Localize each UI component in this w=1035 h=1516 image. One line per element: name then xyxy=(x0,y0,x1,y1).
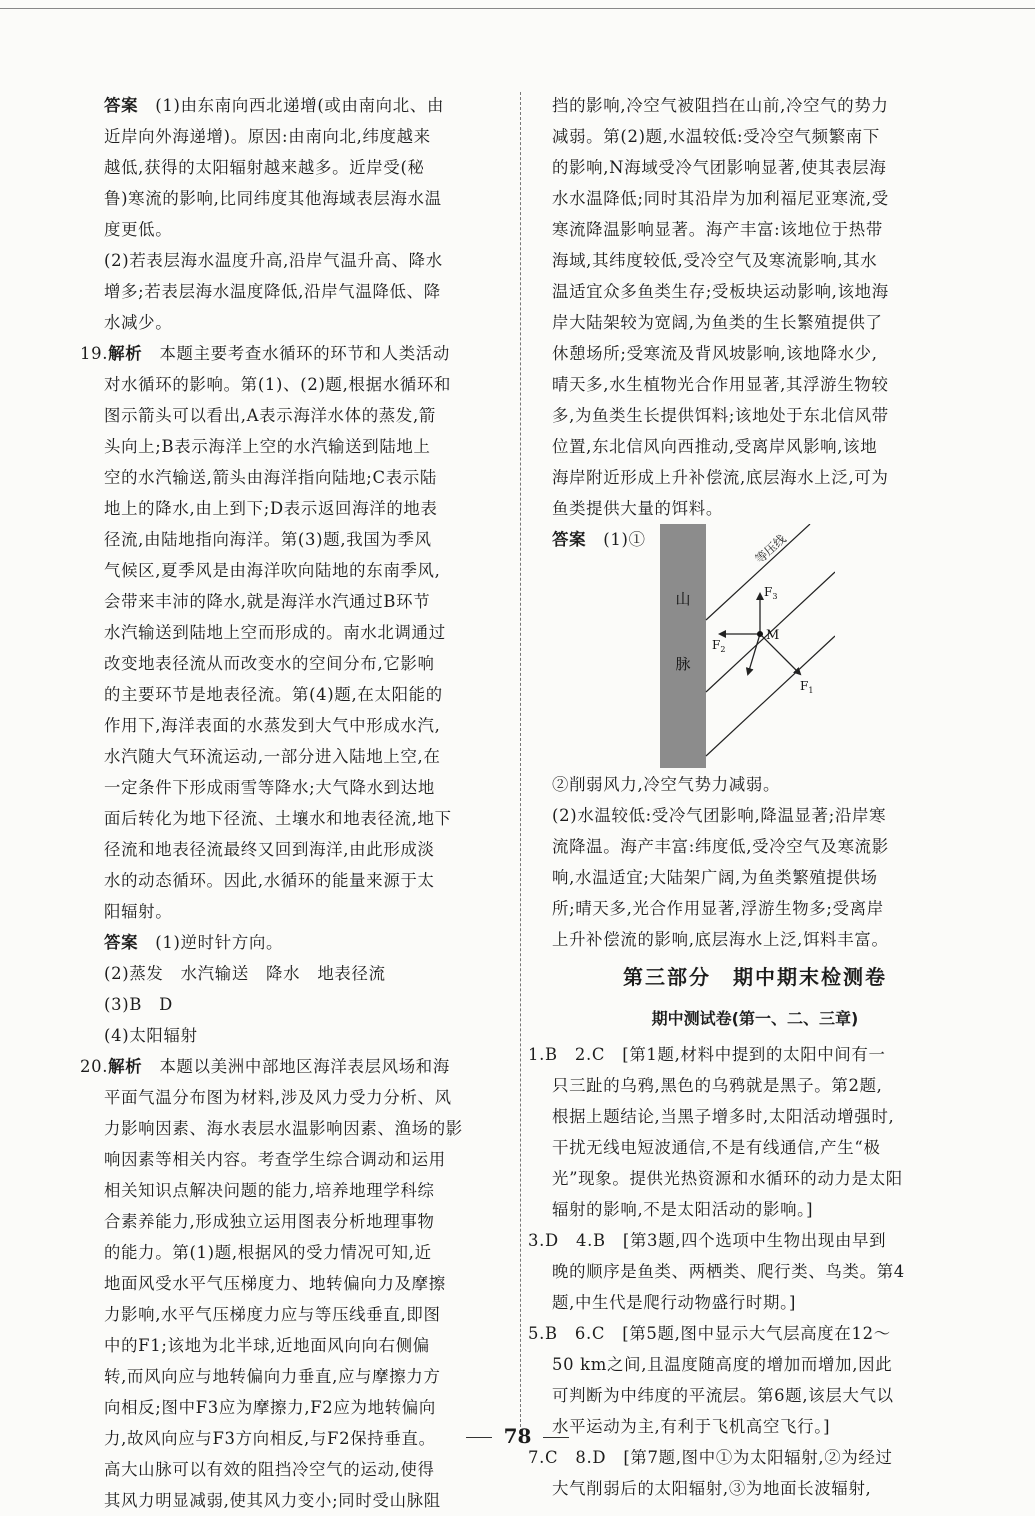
line-text: 近岸向外海递增)。原因:由南向北,纬度越来 xyxy=(104,127,431,146)
text-line xyxy=(552,431,958,462)
line-text: 5.B 6.C [第5题,图中显示大气层高度在12～ xyxy=(528,1324,891,1343)
left-column xyxy=(80,90,508,1516)
point-m xyxy=(757,631,763,637)
line-text: (4)太阳辐射 xyxy=(104,1026,198,1045)
f1-label: $F_1$ xyxy=(800,679,814,695)
text-line xyxy=(552,307,958,338)
text-line xyxy=(104,1454,508,1485)
answer-label: 答案 xyxy=(552,530,587,549)
text-line xyxy=(104,617,508,648)
section-label: 答案 xyxy=(104,96,139,115)
line-text: 所;晴天多,光合作用显著,浮游生物多;受离岸 xyxy=(552,899,884,918)
text-line xyxy=(528,1225,958,1256)
line-text: 的影响,N海域受冷气团影响显著,使其表层海 xyxy=(552,158,887,177)
text-line xyxy=(552,924,958,955)
text-line xyxy=(104,586,508,617)
text-line xyxy=(552,462,958,493)
line-text: 其风力明显减弱,使其风力变小;同时受山脉阻 xyxy=(104,1491,441,1510)
line-text: 50 km之间,且温度随高度的增加而增加,因此 xyxy=(552,1355,893,1374)
text-line xyxy=(552,1194,958,1225)
line-text: 气候区,夏季风是由海洋吹向陆地的东南季风, xyxy=(104,561,441,580)
text-line xyxy=(552,1256,958,1287)
line-text: (1)逆时针方向。 xyxy=(138,933,284,952)
text-line xyxy=(104,1206,508,1237)
line-text: 力,故风向应与F3方向相反,与F2保持垂直。 xyxy=(104,1429,436,1448)
line-text: 光”现象。提供光热资源和水循环的动力是太阳 xyxy=(552,1169,903,1188)
text-line xyxy=(552,493,958,524)
line-text: 辐射的影响,不是太阳活动的影响。] xyxy=(552,1200,814,1219)
line-text: 寒流降温影响显著。海产丰富:该地位于热带 xyxy=(552,220,883,239)
text-line xyxy=(104,214,508,245)
figure-answer-line xyxy=(552,524,646,555)
line-text: 力影响因素、海水表层水温影响因素、渔场的影 xyxy=(104,1119,463,1138)
text-line xyxy=(104,1392,508,1423)
text-line xyxy=(104,679,508,710)
line-text: 水汽随大气环流运动,一部分进入陆地上空,在 xyxy=(104,747,441,766)
figure-row xyxy=(552,524,958,769)
line-text: 会带来丰沛的降水,就是海洋水汽通过B环节 xyxy=(104,592,431,611)
text-line xyxy=(104,276,508,307)
text-line xyxy=(552,400,958,431)
page-number-footer xyxy=(0,1424,1035,1448)
line-text: 合素养能力,形成独立运用图表分析地理事物 xyxy=(104,1212,435,1231)
line-text: 海域,其纬度较低,受冷空气及寒流影响,其水 xyxy=(552,251,878,270)
line-text: 平面气温分布图为材料,涉及风力受力分析、风 xyxy=(104,1088,452,1107)
text-line xyxy=(104,648,508,679)
text-line xyxy=(104,710,508,741)
line-text: 大气削弱后的太阳辐射,③为地面长波辐射, xyxy=(552,1479,872,1498)
right-column xyxy=(528,90,958,1504)
line-text: 位置,东北信风向西推动,受离岸风影响,该地 xyxy=(552,437,878,456)
text-line xyxy=(552,214,958,245)
line-text: 的能力。第(1)题,根据风的受力情况可知,近 xyxy=(104,1243,432,1262)
line-text: 的主要环节是地表径流。第(4)题,在太阳能的 xyxy=(104,685,443,704)
line-text: 转,而风向应与地转偏向力垂直,应与摩擦力方 xyxy=(104,1367,441,1386)
text-line xyxy=(552,862,958,893)
page-number: 78 xyxy=(503,1424,532,1448)
question-number: 20. xyxy=(80,1057,109,1076)
line-text: 高大山脉可以有效的阻挡冷空气的运动,使得 xyxy=(104,1460,435,1479)
text-line xyxy=(552,1132,958,1163)
isobar-label: 等压线 xyxy=(752,531,789,567)
text-line xyxy=(104,989,508,1020)
text-line xyxy=(104,741,508,772)
line-text: 晚的顺序是鱼类、两栖类、爬行类、鸟类。第4 xyxy=(552,1262,905,1281)
line-text: 岸大陆架较为宽阔,为鱼类的生长繁殖提供了 xyxy=(552,313,883,332)
line-text: 减弱。第(2)题,水温较低:受冷空气频繁南下 xyxy=(552,127,880,146)
line-text: 水减少。 xyxy=(104,313,173,332)
text-line xyxy=(104,1237,508,1268)
text-line xyxy=(552,152,958,183)
line-text: 一定条件下形成雨雪等降水;大气降水到达地 xyxy=(104,778,435,797)
isobar-line-3 xyxy=(706,636,835,756)
text-line xyxy=(552,121,958,152)
line-text: 根据上题结论,当黑子增多时,太阳活动增强时, xyxy=(552,1107,895,1126)
line-text: 图示箭头可以看出,A表示海洋水体的蒸发,箭 xyxy=(104,406,436,425)
line-text: 改变地表径流从而改变水的空间分布,它影响 xyxy=(104,654,435,673)
text-line xyxy=(104,772,508,803)
text-line xyxy=(104,121,508,152)
section-title: 第三部分 期中期末检测卷 xyxy=(623,965,887,989)
line-text: 相关知识点解决问题的能力,培养地理学科综 xyxy=(104,1181,435,1200)
wind-force-diagram xyxy=(660,524,835,768)
line-text: 温适宜众多鱼类生存;受板块运动影响,该地海 xyxy=(552,282,889,301)
line-text: 作用下,海洋表面的水蒸发到大气中形成水汽, xyxy=(104,716,441,735)
text-line xyxy=(104,1144,508,1175)
text-line xyxy=(104,1299,508,1330)
line-text: 度更低。 xyxy=(104,220,173,239)
text-line xyxy=(552,369,958,400)
line-text: (1)由东南向西北递增(或由南向北、由 xyxy=(138,96,445,115)
text-line xyxy=(552,1101,958,1132)
line-text: 阳辐射。 xyxy=(104,902,173,921)
line-text: 3.D 4.B [第3题,四个选项中生物出现由早到 xyxy=(528,1231,887,1250)
line-text: 上升补偿流的影响,底层海水上泛,饵料丰富。 xyxy=(552,930,889,949)
text-line xyxy=(104,927,508,958)
point-m-label: M xyxy=(766,628,780,643)
sub-title: 期中测试卷(第一、二、三章) xyxy=(651,1009,859,1028)
line-text: 径流,由陆地指向海洋。第(3)题,我国为季风 xyxy=(104,530,432,549)
text-line xyxy=(80,338,508,369)
line-text: 只三趾的乌鸦,黑色的乌鸦就是黑子。第2题, xyxy=(552,1076,883,1095)
line-text: (2)蒸发 水汽输送 降水 地表径流 xyxy=(104,964,386,983)
text-line xyxy=(552,769,958,800)
line-text: 晴天多,水生植物光合作用显著,其浮游生物较 xyxy=(552,375,889,394)
text-line xyxy=(104,1330,508,1361)
text-line xyxy=(552,1070,958,1101)
text-line xyxy=(104,245,508,276)
line-text: 多,为鱼类生长提供饵料;该地处于东北信风带 xyxy=(552,406,889,425)
text-line xyxy=(104,1175,508,1206)
line-text: 地上的降水,由上到下;D表示返回海洋的地表 xyxy=(104,499,438,518)
text-line xyxy=(104,400,508,431)
line-text: ②削弱风力,冷空气势力减弱。 xyxy=(552,775,781,794)
right-column-top xyxy=(552,90,958,524)
text-line xyxy=(80,1051,508,1082)
text-line xyxy=(552,1473,958,1504)
line-text: 响因素等相关内容。考查学生综合调动和运用 xyxy=(104,1150,446,1169)
text-line xyxy=(104,958,508,989)
line-text: (2)若表层海水温度升高,沿岸气温升高、降水 xyxy=(104,251,443,270)
line-text: 地面风受水平气压梯度力、地转偏向力及摩擦 xyxy=(104,1274,446,1293)
text-line xyxy=(104,431,508,462)
line-text: 空的水汽输送,箭头由海洋指向陆地;C表示陆 xyxy=(104,468,438,487)
text-line xyxy=(104,493,508,524)
f3-label: $F_3$ xyxy=(764,585,778,601)
text-line xyxy=(104,834,508,865)
line-text: 增多;若表层海水温度降低,沿岸气温降低、降 xyxy=(104,282,441,301)
text-line xyxy=(552,1163,958,1194)
wind-direction-arrow xyxy=(748,634,760,674)
text-line xyxy=(528,1039,958,1070)
mountain-band xyxy=(660,524,706,768)
line-text: 响,水温适宜;大陆架广阔,为鱼类繁殖提供场 xyxy=(552,868,878,887)
line-text: 7.C 8.D [第7题,图中①为太阳辐射,②为经过 xyxy=(528,1448,893,1467)
f2-label: $F_2$ xyxy=(712,638,726,654)
text-line xyxy=(104,369,508,400)
right-column-bottom xyxy=(552,769,958,955)
line-text: (2)水温较低:受冷气团影响,降温显著;沿岸寒 xyxy=(552,806,887,825)
line-text: 题,中生代是爬行动物盛行时期。] xyxy=(552,1293,797,1312)
line-text: 越低,获得的太阳辐射越来越多。近岸受(秘 xyxy=(104,158,425,177)
text-line xyxy=(104,1361,508,1392)
text-line xyxy=(104,1082,508,1113)
line-text: 鱼类提供大量的饵料。 xyxy=(552,499,723,518)
line-text: 海岸附近形成上升补偿流,底层海水上泛,可为 xyxy=(552,468,889,487)
line-text: 径流和地表径流最终又回到海洋,由此形成淡 xyxy=(104,840,435,859)
text-line xyxy=(104,865,508,896)
text-line xyxy=(528,1318,958,1349)
section-label: 答案 xyxy=(104,933,139,952)
mountain-label-top: 山 xyxy=(675,590,691,608)
line-text: 本题主要考查水循环的环节和人类活动 xyxy=(142,344,450,363)
line-text: 1.B 2.C [第1题,材料中提到的太阳中间有一 xyxy=(528,1045,886,1064)
line-text: 对水循环的影响。第(1)、(2)题,根据水循环和 xyxy=(104,375,452,394)
line-text: 休憩场所;受寒流及背风坡影响,该地降水少, xyxy=(552,344,878,363)
line-text: 头向上;B表示海洋上空的水汽输送到陆地上 xyxy=(104,437,431,456)
text-line xyxy=(552,183,958,214)
text-line xyxy=(552,245,958,276)
text-line xyxy=(104,1268,508,1299)
line-text: 流降温。海产丰富:纬度低,受冷空气及寒流影 xyxy=(552,837,889,856)
line-text: 水水温降低;同时其沿岸为加利福尼亚寒流,受 xyxy=(552,189,889,208)
text-line xyxy=(104,1020,508,1051)
line-text: 本题以美洲中部地区海洋表层风场和海 xyxy=(142,1057,450,1076)
line-text: 中的F1;该地为北半球,近地面风向向右侧偏 xyxy=(104,1336,430,1355)
text-line xyxy=(552,276,958,307)
column-divider xyxy=(520,92,521,1432)
mountain-label-bottom: 脉 xyxy=(675,655,691,673)
text-line xyxy=(104,896,508,927)
section-label: 解析 xyxy=(108,1057,143,1076)
line-text: 力影响,水平气压梯度力应与等压线垂直,即图 xyxy=(104,1305,441,1324)
line-text: 水汽输送到陆地上空而形成的。南水北调通过 xyxy=(104,623,446,642)
line-text: 水平运动为主,有利于飞机高空飞行。] xyxy=(552,1417,831,1436)
text-line xyxy=(104,803,508,834)
line-text: 干扰无线电短波通信,不是有线通信,产生“极 xyxy=(552,1138,881,1157)
text-line xyxy=(104,524,508,555)
text-line xyxy=(552,1380,958,1411)
top-rule xyxy=(0,8,1035,9)
line-text: 鲁)寒流的影响,比同纬度其他海域表层海水温 xyxy=(104,189,442,208)
question-number: 19. xyxy=(80,344,109,363)
text-line xyxy=(552,338,958,369)
text-line xyxy=(104,90,508,121)
text-line xyxy=(104,555,508,586)
text-line xyxy=(104,307,508,338)
text-line xyxy=(552,1287,958,1318)
line-text: 可判断为中纬度的平流层。第6题,该层大气以 xyxy=(552,1386,894,1405)
text-line xyxy=(552,831,958,862)
text-line xyxy=(552,1349,958,1380)
text-line xyxy=(552,90,958,121)
text-line xyxy=(104,462,508,493)
line-text: 水的动态循环。因此,水循环的能量来源于太 xyxy=(104,871,435,890)
section-label: 解析 xyxy=(108,344,143,363)
text-line xyxy=(104,1113,508,1144)
answer-prefix: (1)① xyxy=(603,530,646,549)
line-text: (3)B D xyxy=(104,995,173,1014)
text-line xyxy=(104,183,508,214)
text-line xyxy=(552,893,958,924)
text-line xyxy=(104,152,508,183)
text-line xyxy=(552,800,958,831)
line-text: 向相反;图中F3应为摩擦力,F2应为地转偏向 xyxy=(104,1398,436,1417)
line-text: 面后转化为地下径流、土壤水和地表径流,地下 xyxy=(104,809,452,828)
text-line xyxy=(104,1485,508,1516)
line-text: 挡的影响,冷空气被阻挡在山前,冷空气的势力 xyxy=(552,96,889,115)
isobar-line-1 xyxy=(706,524,810,620)
